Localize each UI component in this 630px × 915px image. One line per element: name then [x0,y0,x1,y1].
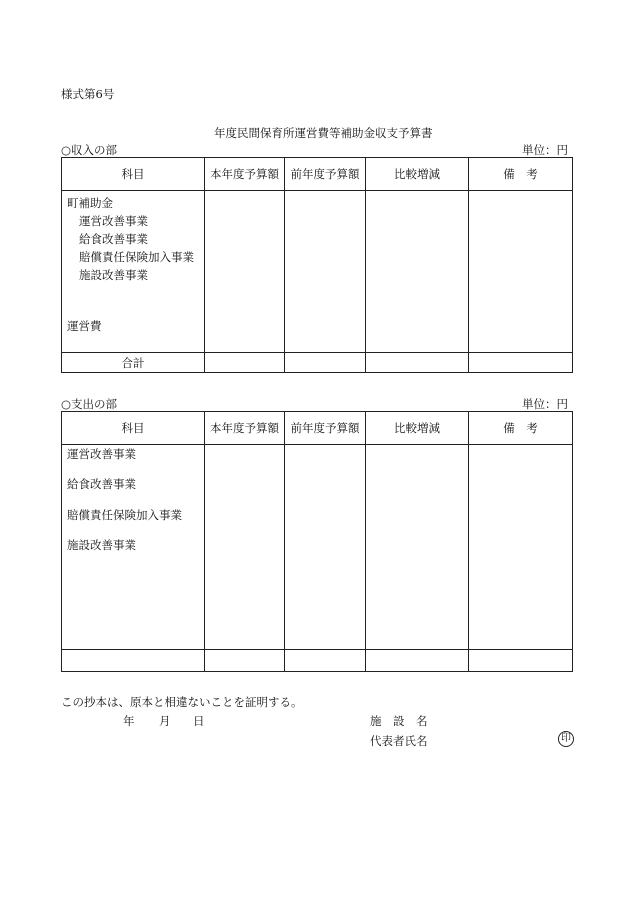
expense-col-remarks: 備 考 [469,412,573,445]
income-col-this-year: 本年度予算額 [205,158,285,191]
income-total-label: 合計 [62,353,205,373]
expense-this-year-cell [205,445,285,650]
expense-subject-cell [62,445,205,650]
income-remarks-cell [469,191,573,353]
expense-col-last-year: 前年度予算額 [285,412,366,445]
income-item-town-subsidy: 町補助金 [67,196,113,210]
expense-remarks-cell [469,445,573,650]
facility-name-label: 施 設 名 [370,714,428,728]
expense-col-diff: 比較増減 [366,412,469,445]
document-title: 年度民間保育所運営費等補助金収支予算書 [214,126,433,140]
income-unit-label: 単位：円 [522,143,568,157]
income-total-diff [366,353,469,373]
income-last-year-cell [285,191,366,353]
income-item-insurance: 賠償責任保険加入事業 [79,250,194,264]
expense-header-row [62,412,573,445]
expense-diff-cell [366,445,469,650]
expense-col-subject: 科目 [62,412,205,445]
income-section-label: ○収入の部 [61,143,118,157]
income-col-last-year: 前年度予算額 [285,158,366,191]
income-col-diff: 比較増減 [366,158,469,191]
income-total-row [62,353,573,373]
date-year-label: 年 [123,714,135,728]
income-body-row [62,191,573,353]
income-col-remarks: 備 考 [469,158,573,191]
expense-item-facility: 施設改善事業 [67,538,136,552]
income-total-last-year [285,353,366,373]
income-this-year-cell [205,191,285,353]
date-month-label: 月 [159,714,171,728]
expense-total-this-year [205,650,285,672]
seal-mark: 印 [558,731,574,747]
income-table [61,157,573,373]
expense-item-meal: 給食改善事業 [67,477,136,491]
income-item-operation: 運営改善事業 [79,214,148,228]
expense-section-label: ○支出の部 [61,397,118,411]
expense-item-operation: 運営改善事業 [67,447,136,461]
income-col-subject: 科目 [62,158,205,191]
expense-total-label [62,650,205,672]
representative-name-label: 代表者氏名 [370,734,428,748]
expense-last-year-cell [285,445,366,650]
income-diff-cell [366,191,469,353]
expense-total-remarks [469,650,573,672]
form-number: 様式第6号 [61,87,115,101]
expense-total-last-year [285,650,366,672]
income-item-operating-cost: 運営費 [67,319,102,333]
expense-unit-label: 単位：円 [522,397,568,411]
income-item-facility: 施設改善事業 [79,268,148,282]
date-day-label: 日 [193,714,205,728]
expense-total-row [62,650,573,672]
expense-total-diff [366,650,469,672]
income-total-this-year [205,353,285,373]
income-subject-cell [62,191,205,353]
income-item-meal: 給食改善事業 [79,232,148,246]
income-total-remarks [469,353,573,373]
expense-col-this-year: 本年度予算額 [205,412,285,445]
expense-table [61,411,573,672]
certification-text: この抄本は、原本と相違ないことを証明する。 [61,695,303,709]
expense-item-insurance: 賠償責任保険加入事業 [67,508,182,522]
income-header-row [62,158,573,191]
expense-body-row [62,445,573,650]
